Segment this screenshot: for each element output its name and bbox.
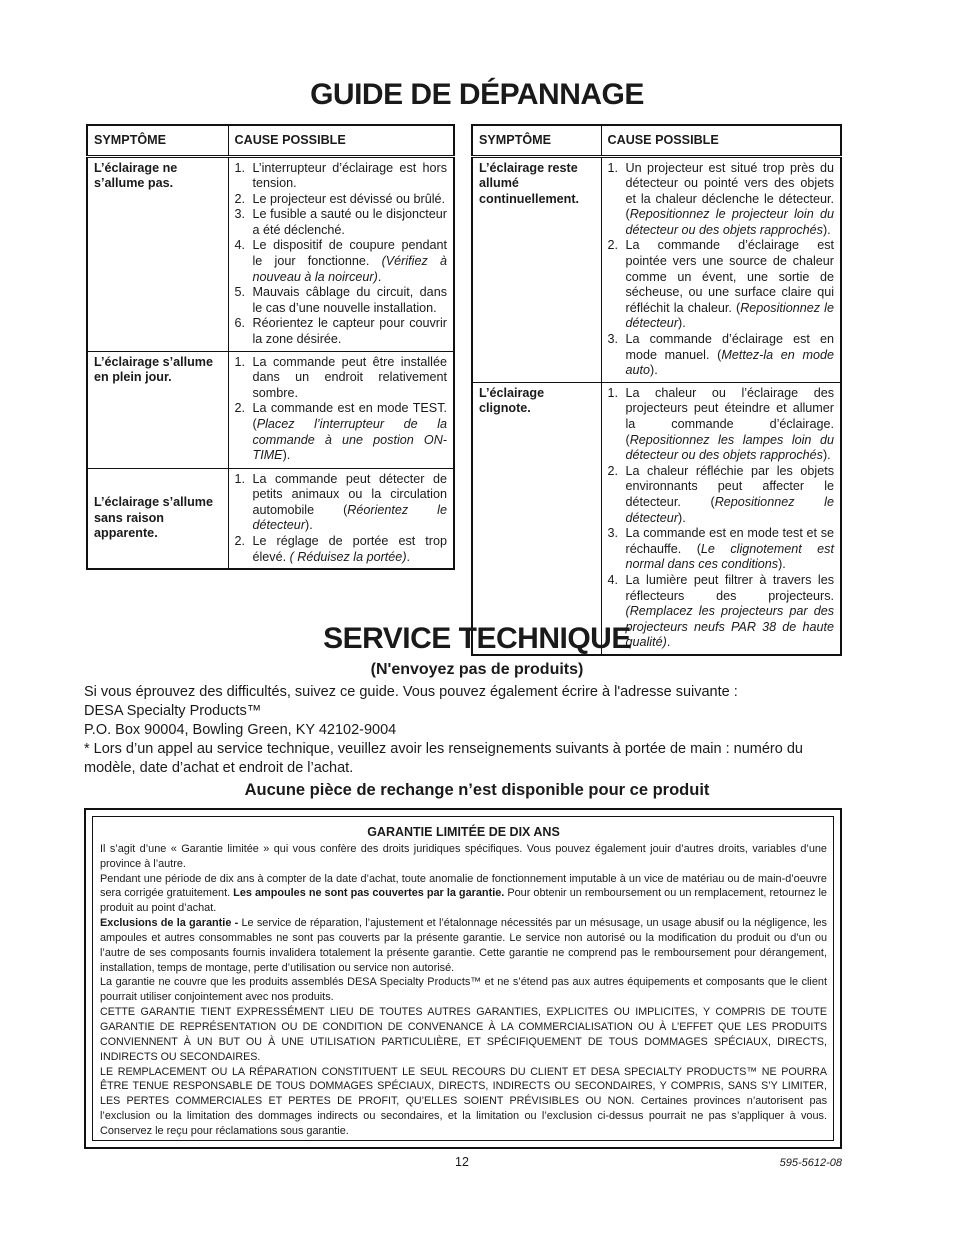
warranty-box [84, 808, 842, 1149]
service-company: DESA Specialty Products™ [84, 703, 262, 719]
warranty-paragraph: LE REMPLACEMENT OU LA RÉPARATION CONSTITUENT LE SEUL RECOURS DU CLIENT ET DESA SPECIALTY PRODUCTS™ NE POURRA ÊTRE TENUE RESPONSABLE DE TOUS DOMMAGES SPÉCIAUX, DIRECTS, INDIRECTS OU SECONDAIRES, Y COMPRIS, SANS S’Y LIMITER, LES PERTES COMMERCIALES ET PERTES DE PROFIT, QU’ELLES SOIENT PRÉVISIBLES OU NON. Certaines provinces n’autorisent pas l’exclusion ou la limitation des dommages indirects ou secondaires, et la limitation ou l’exclusion ci-dessus pourrait ne pas s’appliquer à vous. Conservez le reçu pour réclamations sous garantie. [100, 1065, 828, 1137]
list-item [608, 386, 835, 464]
item-number: 3. [607, 332, 619, 347]
cause-end: ). [282, 448, 291, 463]
cause-end: . [377, 269, 382, 284]
cause-text: La commande peut être installée dans un endroit relativement sombre. [252, 354, 447, 400]
cause-remedy: ( Réduisez la portée) [289, 549, 407, 564]
cause-text: La chaleur ou l’éclairage des projecteurs peut éteindre et allumer la commande d’éclairage. ( [625, 385, 834, 447]
cause-remedy: Le clignotement est normal dans ces conditions [625, 541, 834, 572]
cause-end: ). [650, 363, 658, 378]
cause-cell [601, 382, 841, 655]
cause-remedy: Repositionnez les lampes loin du détecteur ou des objets rapprochés [625, 432, 834, 463]
cause-remedy: (Vérifiez à nouveau à la noirceur) [252, 254, 447, 284]
troubleshooting-table-right [471, 124, 842, 656]
cause-list [235, 161, 448, 348]
cause-end: ). [678, 510, 686, 525]
warranty-exclusions: Exclusions de la garantie - Le service de réparation, l’ajustement et l’étalonnage nécessités par un mésusage, un usage abusif ou la négligence, les ampoules et autres consommables ne sont pas couverts par la présente garantie. Le service non autorisé ou la modification du produit ou d’un ou l’autre de ses composants fournis invalidera totalement la présente garantie. Cette garantie ne comprend pas le remboursement pour dérangement, installation, temps de montage, perte d’utilisation ou service non autorisé. [100, 917, 827, 974]
item-number: 2. [234, 401, 246, 416]
cause-text: La commande d’éclairage est pointée vers une source de chaleur comme un évent, une sortie de sécheuse, ou une surface claire qui réfléchit la chaleur. ( [625, 238, 834, 315]
list-item [235, 238, 448, 285]
table-row [87, 156, 454, 351]
item-number: 4. [234, 238, 246, 253]
page-title-troubleshooting: GUIDE DE DÉPANNAGE [310, 78, 644, 111]
cause-cell [228, 468, 454, 569]
symptom-cell: L’éclairage clignote. [472, 382, 601, 655]
cause-text: La commande d’éclairage est en mode manuel. ( [625, 332, 834, 362]
list-item [608, 161, 835, 239]
service-intro: Si vous éprouvez des difficultés, suivez ce guide. Vous pouvez également écrire à l'adresse suivante : [84, 684, 738, 700]
table-row [87, 468, 454, 569]
item-number: 2. [607, 463, 619, 478]
list-item [235, 534, 448, 565]
cause-list [235, 355, 448, 464]
page-number: 12 [455, 1155, 469, 1169]
cause-cell [228, 351, 454, 468]
item-number: 2. [234, 191, 246, 206]
cause-remedy: Repositionnez le projecteur loin du détecteur ou des objets rapprochés [625, 207, 834, 237]
cause-remedy: Repositionnez le détecteur [625, 300, 834, 331]
cause-text: Un projecteur est situé trop près du détecteur ou pointé vers des objets et la chaleur déclenche le détecteur. ( [625, 160, 834, 222]
item-number: 1. [607, 385, 619, 400]
item-number: 1. [234, 160, 246, 175]
table-row [472, 382, 841, 655]
list-item [235, 472, 448, 534]
cause-remedy: Réorientez le détecteur [252, 502, 447, 533]
cause-cell [601, 156, 841, 382]
warranty-paragraph: La garantie ne couvre que les produits assemblés DESA Specialty Products™ et ne s’étend pas aux autres équipements et composants que le client pourrait utiliser conjointement avec nos produits. [100, 976, 827, 1004]
service-subtitle: (N'envoyez pas de produits) [370, 661, 584, 678]
header-cause: CAUSE POSSIBLE [601, 125, 841, 156]
symptom-cell: L’éclairage s’allume en plein jour. [87, 351, 228, 468]
cause-end: . [406, 549, 411, 564]
warranty-paragraph: Il s’agit d’une « Garantie limitée » qui vous confère des droits juridiques spécifiques. Vous pouvez également jouir d’autres droits, variables d’une province à l’autre. [100, 842, 827, 870]
cause-list [608, 386, 835, 651]
warranty-inner-frame [92, 816, 834, 1141]
cause-text: La commande est en mode TEST. ( [252, 401, 447, 431]
item-number: 3. [234, 207, 246, 222]
cause-text: Le fusible a sauté ou le disjoncteur a été déclenché. [252, 207, 447, 237]
item-number: 6. [234, 316, 246, 331]
cause-remedy: Placez l’interrupteur de la commande à une postion ON-TIME [252, 417, 447, 463]
troubleshooting-table-left [86, 124, 455, 570]
table-row [87, 351, 454, 468]
cause-remedy: (Remplacez les projecteurs par des projecteurs neufs PAR 38 de haute qualité) [625, 604, 834, 650]
list-item [235, 401, 448, 463]
cause-remedy: Mettez-la en mode auto [625, 347, 834, 378]
cause-text: La commande est en mode test et se réchauffe. ( [625, 526, 834, 556]
list-item [235, 355, 448, 402]
cause-end: ). [305, 518, 313, 533]
list-item [235, 207, 448, 238]
cause-end: ). [778, 557, 786, 572]
symptom-cell: L’éclairage ne s’allume pas. [87, 156, 228, 351]
cause-end: ). [822, 222, 831, 237]
cause-end: ). [678, 316, 686, 331]
cause-text: Le réglage de portée est trop élevé. [252, 534, 447, 564]
service-call-note: * Lors d’un appel au service technique, veuillez avoir les renseignements suivants à portée de main : numéro du modèle, date d’achat et endroit de l’achat. [84, 741, 803, 776]
header-symptom: SYMPTÔME [472, 125, 601, 156]
item-number: 4. [607, 572, 619, 587]
item-number: 3. [607, 526, 619, 541]
cause-text: La lumière peut filtrer à travers les réflecteurs des projecteurs. [625, 572, 834, 603]
cause-text: L’interrupteur d’éclairage est hors tension. [252, 160, 447, 191]
list-item [235, 285, 448, 316]
header-cause: CAUSE POSSIBLE [228, 125, 454, 156]
list-item [608, 332, 835, 379]
list-item [235, 192, 448, 208]
cause-text: Le dispositif de coupure pendant le jour fonctionne. [252, 238, 447, 269]
cause-list [608, 161, 835, 379]
item-number: 5. [234, 285, 246, 300]
cause-text: La chaleur réfléchie par les objets environnants peut affecter le détecteur. ( [625, 463, 834, 509]
cause-text: La commande peut détecter de petits animaux ou la circulation automobile ( [252, 471, 447, 517]
cause-text: Mauvais câblage du circuit, dans le cas d’une nouvelle installation. [252, 285, 447, 315]
item-number: 1. [234, 471, 246, 486]
item-number: 2. [234, 534, 246, 548]
cause-end: . [666, 635, 671, 650]
page-title-service: SERVICE TECHNIQUE [323, 622, 631, 655]
cause-remedy: Repositionnez le détecteur [625, 494, 834, 525]
cause-list [235, 472, 448, 566]
cause-cell [228, 156, 454, 351]
cause-text: Le projecteur est dévissé ou brûlé. [252, 191, 446, 206]
item-number: 1. [607, 160, 619, 175]
item-number: 2. [607, 238, 619, 253]
list-item [608, 464, 835, 526]
cause-end: ). [822, 448, 831, 463]
list-item [608, 526, 835, 573]
service-address: P.O. Box 90004, Bowling Green, KY 42102-9004 [84, 722, 397, 738]
list-item [608, 238, 835, 332]
symptom-cell: L’éclairage s’allume sans raison apparente. [87, 468, 228, 569]
table-row [472, 156, 841, 382]
warranty-paragraph: Pendant une période de dix ans à compter de la date d’achat, toute anomalie de fonctionnement imputable à un vice de matériau ou de main-d’oeuvre sera corrigée gratuitement. Les ampoules ne sont pas couvertes par la garantie. Pour obtenir un remboursement ou un remplacement, retournez le produit au point d’achat. [100, 872, 827, 915]
no-parts-notice: Aucune pièce de rechange n’est disponible pour ce produit [244, 781, 710, 799]
list-item [235, 161, 448, 192]
warranty-title: GARANTIE LIMITÉE DE DIX ANS [367, 825, 560, 839]
symptom-cell: L’éclairage reste allumé continuellement. [472, 156, 601, 382]
cause-text: Réorientez le capteur pour couvrir la zone désirée. [252, 316, 447, 347]
item-number: 1. [234, 354, 246, 369]
header-symptom: SYMPTÔME [87, 125, 228, 156]
document-code: 595-5612-08 [779, 1157, 842, 1169]
warranty-disclaimer: CETTE GARANTIE TIENT EXPRESSÉMENT LIEU DE TOUTES AUTRES GARANTIES, EXPLICITES OU IMPLICITES, Y COMPRIS DE TOUTE GARANTIE DE REPRÉSENTATION OU DE CONDITION DE CONVENANCE À LA COMMERCIALISATION OU À L’EFFET QUE LES PRODUITS CONVIENNENT À UN BUT OU À UNE UTILISATION PARTICULIÈRE, ET SPÉCIFIQUEMENT DE TOUS DOMMAGES SPÉCIAUX, DIRECTS, INDIRECTS OU SECONDAIRES. [100, 1006, 827, 1063]
list-item [235, 316, 448, 347]
